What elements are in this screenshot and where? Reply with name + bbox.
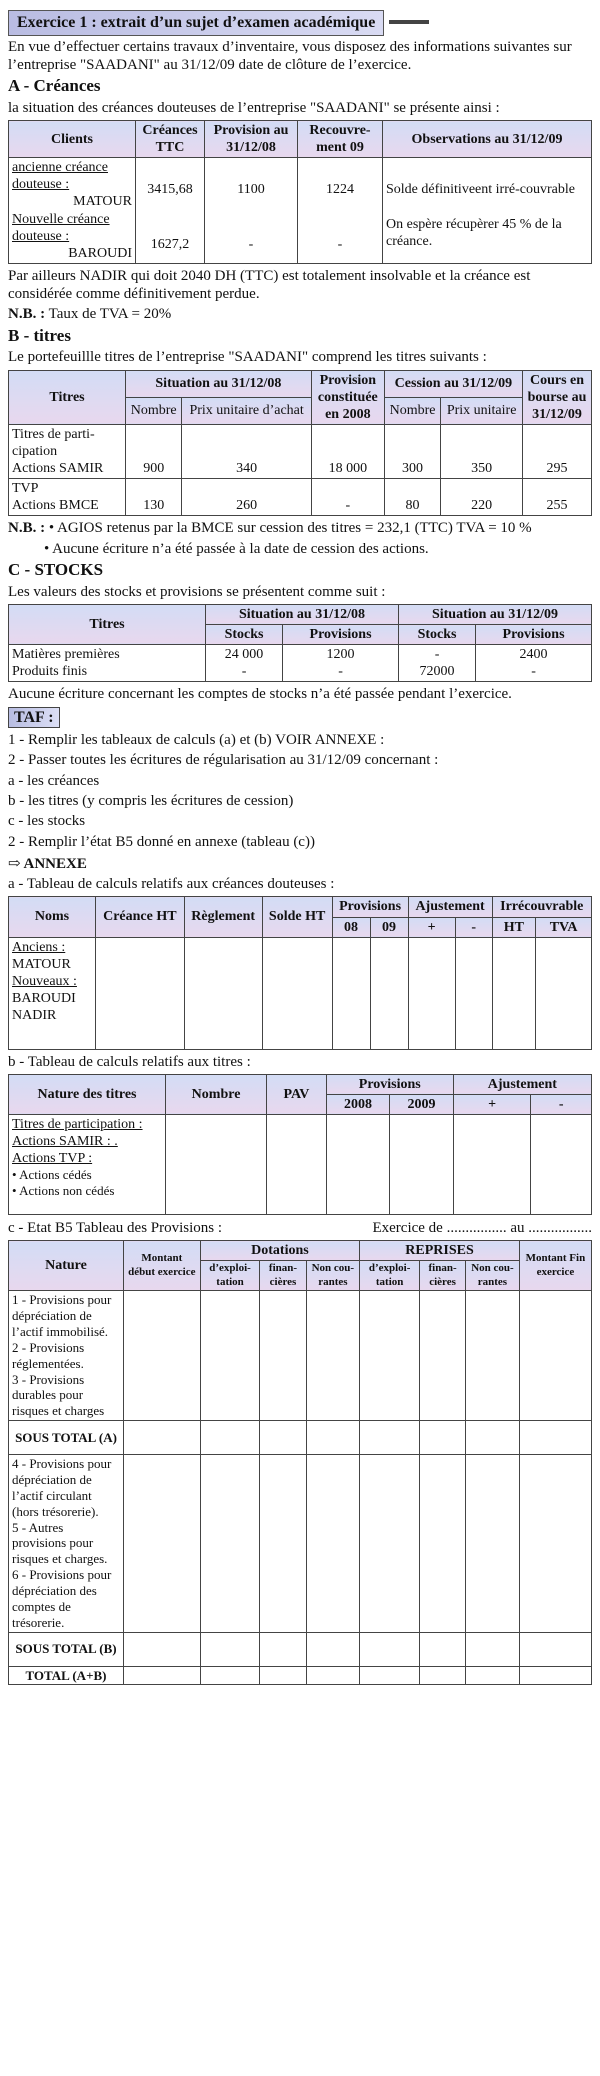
matour-obs: Solde définitiveent irré-couvrable xyxy=(386,182,575,198)
table-row xyxy=(9,479,592,516)
taf-label: TAF : xyxy=(8,707,60,729)
exercise-title: Exercice 1 : extrait d’un sujet d’examen académique xyxy=(17,14,376,31)
taf-item: 2 - Passer toutes les écritures de régularisation au 31/12/09 concernant : xyxy=(8,752,439,769)
col-rep-non-courantes: Non cou-rantes xyxy=(466,1261,520,1291)
matour-recouvrement: 1224 xyxy=(326,182,354,198)
annexe-a-title: a - Tableau de calculs relatifs aux créances douteuses : xyxy=(8,876,335,893)
row-label: Anciens : xyxy=(12,939,66,955)
taf-item: c - les stocks xyxy=(8,813,86,830)
empty-cell[interactable] xyxy=(332,937,370,1049)
cell-value: 1200 xyxy=(326,647,355,663)
cell-value: - xyxy=(531,664,536,680)
recouvrement-cell xyxy=(298,158,383,263)
col-provisions: Provisions xyxy=(283,625,399,645)
empty-cell[interactable] xyxy=(519,1421,591,1455)
empty-cell[interactable] xyxy=(466,1455,520,1632)
banner-decoration xyxy=(389,20,429,24)
empty-cell[interactable] xyxy=(466,1421,520,1455)
taf-item: 1 - Remplir les tableaux de calculs (a) et (b) VOIR ANNEXE : xyxy=(8,732,385,749)
col-p09: 09 xyxy=(370,917,408,937)
row-label: NADIR xyxy=(12,1007,57,1023)
empty-cell[interactable] xyxy=(390,1115,453,1215)
empty-cell[interactable] xyxy=(260,1632,306,1666)
col-clients: Clients xyxy=(9,121,136,158)
col-titres: Titres xyxy=(9,370,126,424)
empty-cell[interactable] xyxy=(420,1455,466,1632)
matour-ttc: 3415,68 xyxy=(147,182,193,198)
col-ht: HT xyxy=(492,917,536,937)
nb-label: N.B. : xyxy=(8,306,46,323)
col-rep-financieres: finan-cières xyxy=(420,1261,466,1291)
col-tva: TVA xyxy=(536,917,592,937)
empty-cell[interactable] xyxy=(166,1115,267,1215)
exercise-banner xyxy=(8,10,384,36)
col-plus: + xyxy=(453,1094,531,1114)
row-label: 1 - Provisions pour dépréciation de l’actif immobilisé. xyxy=(12,1292,112,1339)
col-dot-exploitation: d’exploi-tation xyxy=(200,1261,260,1291)
empty-cell[interactable] xyxy=(262,937,332,1049)
row-label: TVP xyxy=(12,481,39,497)
annexe-c-header xyxy=(8,1219,592,1237)
empty-cell[interactable] xyxy=(306,1421,360,1455)
matour-provision: 1100 xyxy=(237,182,265,198)
col-provisions: Provisions xyxy=(476,625,592,645)
titres-intro: Le portefeuillle titres de l’entreprise "SAADANI" comprend les titres suivants : xyxy=(8,349,487,366)
empty-cell[interactable] xyxy=(492,937,536,1049)
col-creances-ttc: Créances TTC xyxy=(136,121,205,158)
col-nombre: Nombre xyxy=(166,1074,267,1114)
creances-intro: la situation des créances douteuses de l’entreprise "SAADANI" se présente ainsi : xyxy=(8,99,500,116)
table-row xyxy=(9,424,592,478)
col-prix-achat: Prix unitaire d’achat xyxy=(182,397,311,424)
empty-cell[interactable] xyxy=(519,1666,591,1685)
cell-value: 340 xyxy=(182,424,311,478)
annexe-title: ⇨ ANNEXE xyxy=(8,855,87,872)
empty-cell[interactable] xyxy=(306,1291,360,1421)
tva-note xyxy=(8,305,592,323)
empty-cell[interactable] xyxy=(360,1632,420,1666)
col-provision: Provision au 31/12/08 xyxy=(205,121,298,158)
col-titres: Titres xyxy=(9,604,206,644)
cession-note: • Aucune écriture n’a été passée à la date de cession des actions. xyxy=(44,540,429,557)
client-baroudi: BAROUDI xyxy=(68,245,132,261)
col-dotations: Dotations xyxy=(200,1241,360,1261)
col-nature: Nature des titres xyxy=(9,1074,166,1114)
col-2009: 2009 xyxy=(390,1094,453,1114)
col-solde-ht: Solde HT xyxy=(262,897,332,937)
nb-label: N.B. : xyxy=(8,520,46,537)
tva-text: Taux de TVA = 20% xyxy=(48,306,172,323)
row-label: 6 - Provisions pour dépréciation des comptes de trésorerie. xyxy=(12,1567,112,1630)
col-stocks: Stocks xyxy=(398,625,475,645)
empty-cell[interactable] xyxy=(267,1115,327,1215)
baroudi-provision: - xyxy=(248,237,254,253)
nouvelle-label: Nouvelle créance douteuse : xyxy=(12,211,110,244)
baroudi-recouvrement: - xyxy=(337,237,343,253)
cell-value xyxy=(476,645,592,682)
col-irrecouvrable: Irrécouvrable xyxy=(492,897,591,917)
titres-table xyxy=(8,370,592,517)
intro-text: En vue d’effectuer certains travaux d’inventaire, vous disposez des informations suivantes sur l’entreprise "SAADANI" au 31/12/09 date de clôture de l’exercice. xyxy=(8,38,572,73)
col-observations: Observations au 31/12/09 xyxy=(383,121,592,158)
block1-cell xyxy=(9,1291,124,1421)
col-montant-debut: Montant début exercice xyxy=(124,1241,201,1291)
cell-value: 255 xyxy=(523,479,592,516)
empty-cell[interactable] xyxy=(466,1632,520,1666)
col-reglement: Règlement xyxy=(184,897,262,937)
cell-value: 72000 xyxy=(419,664,455,680)
col-dot-non-courantes: Non cou-rantes xyxy=(306,1261,360,1291)
cell-value: 130 xyxy=(126,479,182,516)
row-label: Nouveaux : xyxy=(12,973,77,989)
baroudi-ttc: 1627,2 xyxy=(150,237,190,253)
empty-cell[interactable] xyxy=(260,1455,306,1632)
empty-cell[interactable] xyxy=(124,1421,201,1455)
nadir-note: Par ailleurs NADIR qui doit 2040 DH (TTC) est totalement insolvable et la créance est considérée comme définitivement perdue. xyxy=(8,267,531,303)
empty-cell[interactable] xyxy=(420,1291,466,1421)
col-provisions: Provisions xyxy=(332,897,408,917)
client-cell xyxy=(9,158,136,263)
empty-cell[interactable] xyxy=(408,937,455,1049)
col-minus: - xyxy=(531,1094,592,1114)
annexe-c-exercice: Exercice de ................ au ................. xyxy=(372,1220,592,1237)
row-label: • Actions cédés xyxy=(12,1167,92,1183)
empty-cell[interactable] xyxy=(260,1421,306,1455)
table-row xyxy=(9,645,592,682)
sous-total-b: SOUS TOTAL (B) xyxy=(9,1632,124,1666)
empty-cell[interactable] xyxy=(531,1115,592,1215)
col-cession-nombre: Nombre xyxy=(384,397,440,424)
cell-value: - xyxy=(311,479,384,516)
ttc-cell xyxy=(136,158,205,263)
empty-cell[interactable] xyxy=(420,1666,466,1685)
col-situation-08: Situation au 31/12/08 xyxy=(206,604,399,624)
observations-cell xyxy=(383,158,592,263)
cell-value: 900 xyxy=(126,424,182,478)
row-label: 5 - Autres provisions pour risques et charges. xyxy=(12,1519,108,1567)
taf-item: a - les créances xyxy=(8,772,100,789)
col-situation-09: Situation au 31/12/09 xyxy=(398,604,591,624)
col-situation: Situation au 31/12/08 xyxy=(126,370,312,397)
col-nombre: Nombre xyxy=(126,397,182,424)
empty-cell[interactable] xyxy=(200,1291,260,1421)
row-label: BAROUDI xyxy=(12,990,76,1006)
empty-cell[interactable] xyxy=(200,1666,260,1685)
provision-cell xyxy=(205,158,298,263)
noms-cell xyxy=(9,937,96,1049)
col-pav: PAV xyxy=(267,1074,327,1114)
col-cession-prix: Prix unitaire xyxy=(441,397,523,424)
col-provision-2008: Provision constituée en 2008 xyxy=(311,370,384,424)
col-cession: Cession au 31/12/09 xyxy=(384,370,522,397)
col-montant-fin: Montant Fin exercice xyxy=(519,1241,591,1291)
empty-cell[interactable] xyxy=(306,1455,360,1632)
empty-cell[interactable] xyxy=(260,1666,306,1685)
row-label: Actions TVP : xyxy=(12,1151,93,1167)
empty-cell[interactable] xyxy=(360,1291,420,1421)
empty-cell[interactable] xyxy=(326,1115,389,1215)
taf-item: 2 - Remplir l’état B5 donné en annexe (tableau (c)) xyxy=(8,833,315,850)
empty-cell[interactable] xyxy=(519,1455,591,1632)
empty-cell[interactable] xyxy=(200,1632,260,1666)
cell-value: 300 xyxy=(384,424,440,478)
agios-text: • AGIOS retenus par la BMCE sur cession des titres = 232,1 (TTC) TVA = 10 % xyxy=(48,520,532,537)
row-label: Produits finis xyxy=(12,664,88,680)
empty-cell[interactable] xyxy=(96,937,185,1049)
row-sublabel: Actions BMCE xyxy=(12,498,99,514)
col-nature: Nature xyxy=(9,1241,124,1291)
cell-value: 220 xyxy=(441,479,523,516)
empty-cell[interactable] xyxy=(536,937,592,1049)
row-label: Matières premières xyxy=(12,647,120,663)
row-label: 4 - Provisions pour dépréciation de l’actif circulant (hors trésorerie). xyxy=(12,1456,112,1519)
col-p08: 08 xyxy=(332,917,370,937)
empty-cell[interactable] xyxy=(200,1455,260,1632)
sous-total-a: SOUS TOTAL (A) xyxy=(9,1421,124,1455)
agios-note xyxy=(8,519,592,537)
col-rep-exploitation: d’exploi-tation xyxy=(360,1261,420,1291)
col-reprises: REPRISES xyxy=(360,1241,520,1261)
cell-value: - xyxy=(338,664,343,680)
cell-value: - xyxy=(241,664,247,680)
col-recouvrement: Recouvre-ment 09 xyxy=(298,121,383,158)
empty-cell[interactable] xyxy=(124,1632,201,1666)
client-matour: MATOUR xyxy=(73,194,132,210)
cell-value: 295 xyxy=(523,424,592,478)
cell-value: 80 xyxy=(384,479,440,516)
empty-cell[interactable] xyxy=(360,1421,420,1455)
cell-value: - xyxy=(434,647,440,663)
taf-item: b - les titres (y compris les écritures de cession) xyxy=(8,792,294,809)
stocks-intro: Les valeurs des stocks et provisions se présentent comme suit : xyxy=(8,583,386,600)
col-provisions: Provisions xyxy=(326,1074,453,1094)
col-plus: + xyxy=(408,917,455,937)
empty-cell[interactable] xyxy=(420,1421,466,1455)
cell-value xyxy=(283,645,399,682)
cell-value: 24 000 xyxy=(224,647,264,663)
row-sublabel: Actions SAMIR xyxy=(12,461,104,477)
cell-value: 260 xyxy=(182,479,311,516)
creances-table xyxy=(8,120,592,264)
empty-cell[interactable] xyxy=(124,1291,201,1421)
empty-cell[interactable] xyxy=(519,1632,591,1666)
col-dot-financieres: finan-cières xyxy=(260,1261,306,1291)
row-label: • Actions non cédés xyxy=(12,1183,115,1199)
empty-cell[interactable] xyxy=(184,937,262,1049)
col-2008: 2008 xyxy=(326,1094,389,1114)
stocks-note: Aucune écriture concernant les comptes de stocks n’a été passée pendant l’exercice. xyxy=(8,686,512,703)
row-label xyxy=(9,645,206,682)
col-ajustement: Ajustement xyxy=(408,897,492,917)
provisions-b5-table xyxy=(8,1240,592,1685)
ancienne-label: ancienne créance douteuse : xyxy=(12,160,108,193)
creances-calc-table xyxy=(8,896,592,1049)
empty-cell[interactable] xyxy=(370,937,408,1049)
block2-cell xyxy=(9,1455,124,1632)
row-label: 3 - Provisions durables pour risques et charges xyxy=(12,1371,105,1419)
empty-cell[interactable] xyxy=(453,1115,531,1215)
row-label: MATOUR xyxy=(12,956,71,972)
cell-value: 350 xyxy=(441,424,523,478)
col-creance-ht: Créance HT xyxy=(96,897,185,937)
empty-cell[interactable] xyxy=(360,1455,420,1632)
cell-value: 2400 xyxy=(519,647,548,663)
stocks-table xyxy=(8,604,592,682)
section-creances-title: A - Créances xyxy=(8,76,101,96)
empty-cell[interactable] xyxy=(124,1666,201,1685)
cell-value xyxy=(206,645,283,682)
empty-cell[interactable] xyxy=(260,1291,306,1421)
empty-cell[interactable] xyxy=(420,1632,466,1666)
cell-value: 18 000 xyxy=(311,424,384,478)
col-noms: Noms xyxy=(9,897,96,937)
section-stocks-title: C - STOCKS xyxy=(8,559,104,579)
nature-cell xyxy=(9,1115,166,1215)
empty-cell[interactable] xyxy=(200,1421,260,1455)
baroudi-obs: On espère récupèrer 45 % de la créance. xyxy=(386,217,562,250)
row-label: Actions SAMIR : . xyxy=(12,1134,118,1150)
empty-cell[interactable] xyxy=(455,937,492,1049)
col-ajustement: Ajustement xyxy=(453,1074,591,1094)
row-label: Titres de participation : xyxy=(12,1117,143,1133)
empty-cell[interactable] xyxy=(519,1291,591,1421)
section-titres-title: B - titres xyxy=(8,325,71,345)
titres-calc-table xyxy=(8,1074,592,1215)
empty-cell[interactable] xyxy=(466,1666,520,1685)
empty-cell[interactable] xyxy=(124,1455,201,1632)
empty-cell[interactable] xyxy=(466,1291,520,1421)
annexe-b-title: b - Tableau de calculs relatifs aux titres : xyxy=(8,1053,251,1070)
total-a-b: TOTAL (A+B) xyxy=(9,1666,124,1685)
empty-cell[interactable] xyxy=(306,1666,360,1685)
cell-value xyxy=(398,645,475,682)
empty-cell[interactable] xyxy=(306,1632,360,1666)
row-label: Titres de parti-cipation xyxy=(12,426,95,459)
annexe-c-title: c - Etat B5 Tableau des Provisions : xyxy=(8,1220,223,1237)
empty-cell[interactable] xyxy=(360,1666,420,1685)
col-cours: Cours en bourse au 31/12/09 xyxy=(523,370,592,424)
col-stocks: Stocks xyxy=(206,625,283,645)
col-minus: - xyxy=(455,917,492,937)
row-label: 2 - Provisions réglementées. xyxy=(12,1339,85,1371)
